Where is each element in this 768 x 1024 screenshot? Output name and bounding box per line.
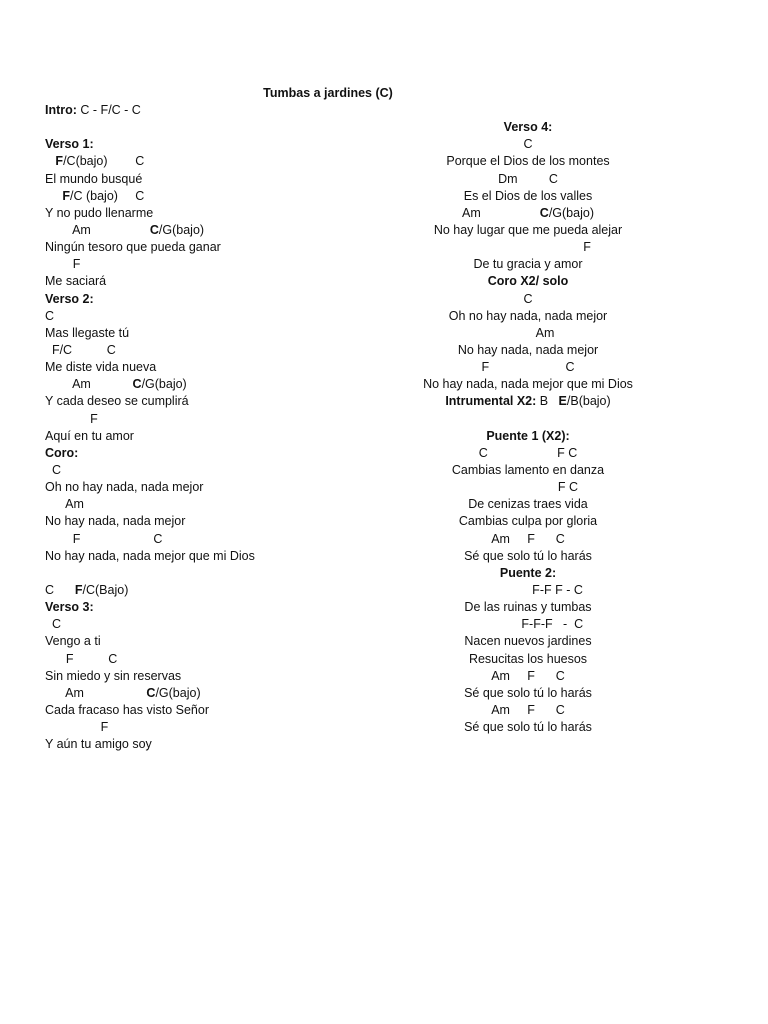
line-segment: Sé que solo tú lo harás: [464, 685, 592, 700]
line-segment: Me saciará: [45, 274, 107, 289]
song-line: [400, 188, 656, 205]
song-line: [45, 428, 385, 445]
song-line: [400, 102, 656, 119]
song-line: [400, 239, 656, 256]
line-segment: C: [523, 137, 533, 152]
song-line: [400, 479, 656, 496]
song-line: [45, 685, 385, 702]
line-segment: /G(bajo): [158, 222, 205, 237]
line-segment: Am: [45, 685, 147, 700]
song-line: [400, 308, 656, 325]
line-segment: F: [62, 188, 71, 203]
line-segment: Cambias culpa por gloria: [458, 514, 598, 529]
song-line: [45, 582, 385, 599]
line-segment: F C: [45, 651, 118, 666]
line-segment: De las ruinas y tumbas: [464, 600, 592, 615]
song-line: [400, 428, 656, 445]
song-line: [400, 445, 656, 462]
song-line: [400, 599, 656, 616]
line-segment: Porque el Dios de los montes: [446, 154, 610, 169]
song-line: [45, 222, 385, 239]
line-segment: C: [45, 582, 75, 597]
line-segment: Ningún tesoro que pueda ganar: [45, 240, 221, 255]
song-line: [400, 359, 656, 376]
line-segment: Y no pudo llenarme: [45, 205, 154, 220]
line-segment: C F C: [478, 445, 578, 460]
line-segment: No hay lugar que me pueda alejar: [433, 222, 623, 237]
song-line: [400, 119, 656, 136]
song-line: [45, 273, 385, 290]
line-segment: De cenizas traes vida: [468, 497, 588, 512]
song-line: [45, 188, 385, 205]
line-segment: C: [132, 377, 142, 392]
song-line: [400, 376, 656, 393]
song-line: [400, 531, 656, 548]
line-segment: Am: [462, 205, 540, 220]
song-line: [45, 599, 385, 616]
line-segment: Sé que solo tú lo harás: [464, 548, 592, 563]
line-segment: No hay nada, nada mejor: [457, 342, 599, 357]
line-segment: Intrumental X2:: [445, 394, 537, 409]
song-line: [400, 719, 656, 736]
song-line: [45, 479, 385, 496]
line-segment: Verso 3:: [45, 600, 94, 615]
line-segment: Intro:: [45, 103, 81, 117]
line-segment: F: [55, 154, 64, 169]
line-segment: F C: [481, 360, 575, 375]
song-line: [400, 565, 656, 582]
song-line: [400, 548, 656, 565]
line-segment: C - F/C - C: [80, 103, 141, 117]
song-line: [400, 256, 656, 273]
song-line: [45, 136, 385, 153]
song-line: [45, 393, 385, 410]
right-column: [400, 102, 656, 736]
song-line: [45, 496, 385, 513]
line-segment: /G(bajo): [548, 205, 594, 220]
line-segment: [45, 189, 62, 203]
line-segment: F C: [45, 531, 163, 546]
line-segment: B: [536, 394, 559, 409]
song-line: [45, 205, 385, 222]
song-line: [400, 633, 656, 650]
song-line: [400, 291, 656, 308]
line-segment: /C (bajo) C: [70, 188, 145, 203]
song-line: [400, 513, 656, 530]
song-line: [400, 273, 656, 290]
song-line: [45, 513, 385, 530]
line-segment: No hay nada, nada mejor que mi Dios: [423, 377, 633, 392]
song-line: [400, 496, 656, 513]
song-line: [400, 651, 656, 668]
line-segment: Vengo a ti: [45, 634, 101, 649]
line-segment: C: [539, 205, 549, 220]
song-line: [45, 668, 385, 685]
line-segment: Cada fracaso has visto Señor: [45, 702, 209, 717]
song-line: [45, 256, 385, 273]
song-line: [45, 548, 385, 565]
line-segment: El mundo busqué: [45, 171, 143, 186]
line-segment: C: [523, 291, 533, 306]
line-segment: F: [74, 582, 83, 597]
line-segment: Am F C: [491, 702, 565, 717]
line-segment: Mas llegaste tú: [45, 325, 130, 340]
song-line: [400, 668, 656, 685]
line-segment: C: [45, 617, 61, 632]
song-line: [400, 171, 656, 188]
line-segment: Oh no hay nada, nada mejor: [448, 308, 608, 323]
song-line: [45, 119, 385, 136]
line-segment: F: [45, 720, 109, 735]
line-segment: No hay nada, nada mejor: [45, 514, 186, 529]
song-line: [45, 531, 385, 548]
line-segment: F-F-F - C: [472, 617, 584, 632]
song-line: [400, 462, 656, 479]
line-segment: /B(bajo): [566, 394, 611, 409]
song-line: [45, 445, 385, 462]
song-line: [400, 153, 656, 170]
line-segment: Aquí en tu amor: [45, 428, 134, 443]
line-segment: Am F C: [491, 531, 565, 546]
line-segment: Am: [45, 222, 150, 237]
line-segment: Coro:: [45, 445, 79, 460]
song-line: [400, 325, 656, 342]
line-segment: /G(bajo): [155, 685, 201, 700]
line-segment: Nacen nuevos jardines: [464, 634, 592, 649]
line-segment: F C: [477, 480, 578, 495]
line-segment: Oh no hay nada, nada mejor: [45, 480, 204, 495]
song-line: [400, 222, 656, 239]
song-title: Tumbas a jardines (C): [263, 86, 393, 100]
line-segment: F: [45, 411, 98, 426]
song-line: [45, 359, 385, 376]
line-segment: [45, 154, 55, 168]
line-segment: Verso 1:: [45, 137, 94, 152]
line-segment: Y aún tu amigo soy: [45, 737, 152, 752]
song-line: [45, 411, 385, 428]
song-line: [45, 719, 385, 736]
line-segment: Am: [45, 377, 133, 392]
line-segment: Am: [501, 325, 555, 340]
line-segment: /C(Bajo): [82, 582, 129, 597]
line-segment: Am: [45, 497, 84, 512]
song-line: [400, 582, 656, 599]
line-segment: Cambias lamento en danza: [451, 462, 605, 477]
song-line: [400, 342, 656, 359]
line-segment: F-F F - C: [473, 582, 583, 597]
song-line: [45, 633, 385, 650]
left-column: [45, 102, 385, 753]
song-line: [45, 342, 385, 359]
song-line: [45, 239, 385, 256]
song-line: [45, 702, 385, 719]
line-segment: E: [558, 394, 567, 409]
song-line: [45, 102, 385, 119]
song-line: [45, 376, 385, 393]
line-segment: Puente 1 (X2):: [486, 428, 570, 443]
line-segment: Me diste vida nueva: [45, 360, 157, 375]
line-segment: Resucitas los huesos: [468, 651, 588, 666]
song-line: [400, 702, 656, 719]
song-line: [45, 153, 385, 170]
line-segment: Sé que solo tú lo harás: [464, 720, 592, 735]
line-segment: F: [45, 257, 81, 272]
song-line: [400, 136, 656, 153]
line-segment: C: [149, 222, 159, 237]
song-line: [45, 325, 385, 342]
song-line: [45, 565, 385, 582]
line-segment: Y cada deseo se cumplirá: [45, 394, 189, 409]
song-line: [45, 462, 385, 479]
line-segment: Am F C: [491, 668, 565, 683]
line-segment: Puente 2:: [499, 565, 557, 580]
song-line: [45, 291, 385, 308]
line-segment: Coro X2/ solo: [487, 274, 569, 289]
song-line: [45, 616, 385, 633]
line-segment: /G(bajo): [141, 377, 187, 392]
song-line: [400, 685, 656, 702]
song-line: [45, 308, 385, 325]
song-line: [400, 616, 656, 633]
song-line: [45, 736, 385, 753]
line-segment: Dm C: [498, 171, 558, 186]
line-segment: De tu gracia y amor: [473, 257, 583, 272]
line-segment: F: [465, 240, 591, 255]
song-line: [45, 651, 385, 668]
line-segment: No hay nada, nada mejor que mi Dios: [45, 548, 255, 563]
line-segment: Verso 4:: [503, 120, 553, 135]
line-segment: /C(bajo) C: [63, 154, 145, 169]
line-segment: C: [45, 308, 55, 323]
song-line: [45, 171, 385, 188]
line-segment: Es el Dios de los valles: [463, 188, 593, 203]
song-line: [400, 393, 656, 410]
line-segment: F/C C: [45, 342, 116, 357]
song-line: [400, 205, 656, 222]
line-segment: C: [146, 685, 156, 700]
line-segment: Sin miedo y sin reservas: [45, 668, 182, 683]
line-segment: Verso 2:: [45, 291, 94, 306]
song-line: [400, 411, 656, 428]
line-segment: C: [45, 462, 61, 477]
